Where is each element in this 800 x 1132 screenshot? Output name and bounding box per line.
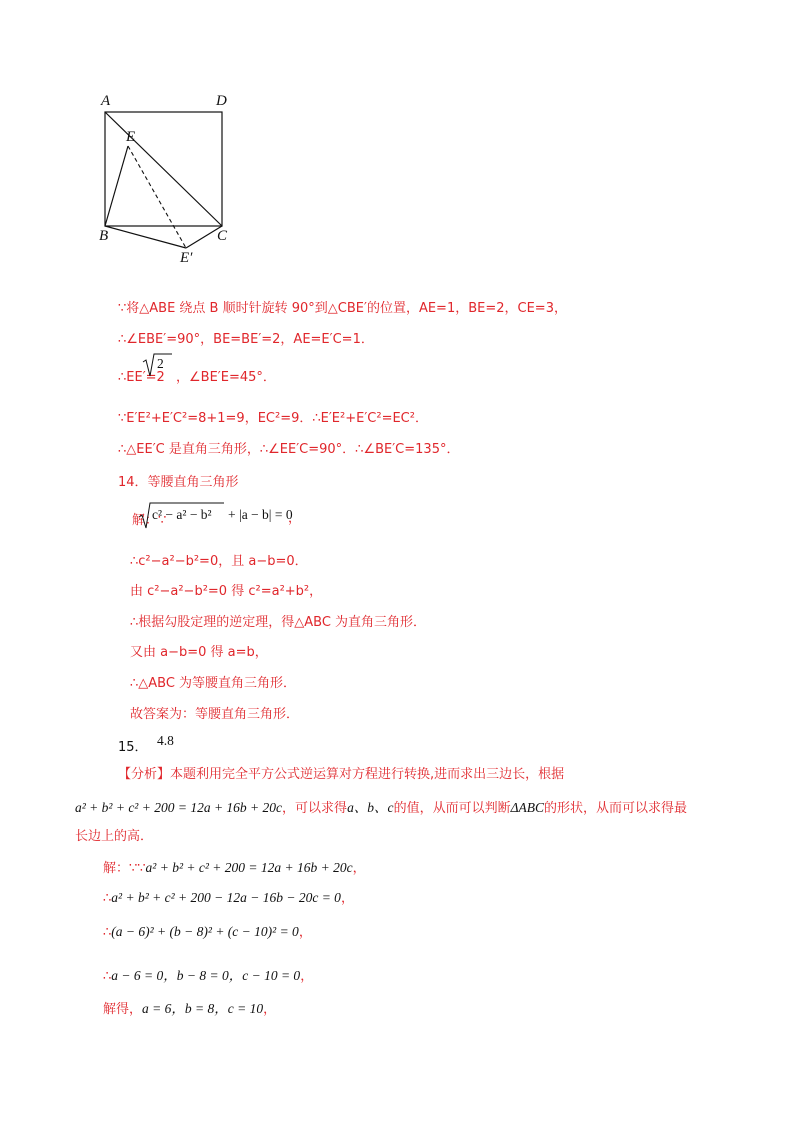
solution-step <box>103 997 276 1019</box>
abs-equation: + |a − b| = 0 <box>228 507 293 522</box>
solution-line: ∴根据勾股定理的逆定理，得△ABC 为直角三角形． <box>130 615 427 630</box>
sqrt-2-radicand: 2 <box>157 356 164 371</box>
solution-step <box>103 964 313 986</box>
text-fragment: ，可以求得 <box>282 801 348 816</box>
label-e: E <box>126 129 136 145</box>
equation: a² + b² + c² + 200 − 12a − 16b − 20c = 0 <box>111 890 341 905</box>
solution-line: ∴△EE′C 是直角三角形，∴∠EE′C=90°．∴∠BE′C=135°． <box>118 442 460 457</box>
segment-be-prime <box>105 226 186 248</box>
equation: a² + b² + c² + 200 = 12a + 16b + 20c <box>145 860 353 875</box>
text-fragment: ∴ <box>103 969 112 984</box>
text-fragment: ， <box>300 969 314 984</box>
solution-line: 由 c²−a²−b²=0 得 c²=a²+b²， <box>130 584 323 599</box>
text-fragment: ∴EE′=2 <box>118 370 165 385</box>
label-d: D <box>216 93 227 109</box>
label-e-prime: E′ <box>180 250 193 266</box>
text-fragment: ∴ <box>103 891 112 906</box>
equation: (a − 6)² + (b − 8)² + (c − 10)² = 0 <box>111 924 299 939</box>
solution-line: 又由 a−b=0 得 a=b， <box>130 645 268 660</box>
triangle-abc: ΔABC <box>510 800 544 815</box>
text-fragment: ， <box>288 511 302 526</box>
text-fragment: ， <box>263 1002 277 1017</box>
solution-step <box>103 887 354 908</box>
analysis-line: 长边上的高． <box>75 829 154 844</box>
solution-line: 故答案为：等腰直角三角形． <box>130 707 300 722</box>
label-c: C <box>217 228 228 244</box>
text-fragment: ， <box>340 891 354 906</box>
solution-line: ∴∠EBE′=90°，BE=BE′=2，AE=E′C=1． <box>118 332 374 347</box>
question-15-number: 15． <box>118 740 148 755</box>
solution-step <box>103 921 312 942</box>
variables: a、b、c <box>347 800 394 815</box>
analysis-line <box>118 766 564 784</box>
text-fragment: 解：∵ <box>132 513 167 528</box>
analysis-equation-line <box>75 796 687 818</box>
segment-ee-prime <box>128 146 186 248</box>
equation: a − 6 = 0，b − 8 = 0，c − 10 = 0 <box>111 968 301 983</box>
solution-line: ∵E′E²+E′C²=8+1=9，EC²=9．∴E′E²+E′C²=EC²． <box>118 411 428 426</box>
text-fragment: ， <box>298 925 312 940</box>
label-b: B <box>99 228 109 244</box>
analysis-text: 本题利用完全平方公式逆运算对方程进行转换,进而求出三边长，根据 <box>170 767 565 782</box>
label-a: A <box>101 93 111 109</box>
solution-line: ∵将△ABE 绕点 B 顺时针旋转 90°到△CBE′的位置，AE=1，BE=2，CE=3， <box>118 301 567 316</box>
radicand: c² − a² − b² <box>152 507 212 522</box>
text-fragment: 的值，从而可以判断 <box>393 801 511 816</box>
text-fragment: ∴ <box>103 925 112 940</box>
solution-step <box>103 857 366 878</box>
question-14-answer: 14．等腰直角三角形 <box>118 475 239 490</box>
square-diagram <box>0 0 800 300</box>
text-fragment: 解得， <box>103 1002 143 1017</box>
equation: a² + b² + c² + 200 = 12a + 16b + 20c <box>75 800 283 815</box>
text-fragment: ， <box>352 861 366 876</box>
solution-line: ∴△ABC 为等腰直角三角形． <box>130 676 297 691</box>
text-fragment: 解：∵∵ <box>103 861 146 876</box>
analysis-tag: 【分析】 <box>118 767 171 782</box>
solution-line: ∴c²−a²−b²=0，且 a−b=0． <box>130 554 308 569</box>
text-fragment: ，∠BE′E=45°． <box>176 370 276 385</box>
segment-be <box>105 146 128 226</box>
text-fragment: 的形状，从而可以求得最 <box>544 801 688 816</box>
equation: a = 6，b = 8，c = 10 <box>142 1001 264 1016</box>
question-15-answer: 4.8 <box>157 733 174 748</box>
